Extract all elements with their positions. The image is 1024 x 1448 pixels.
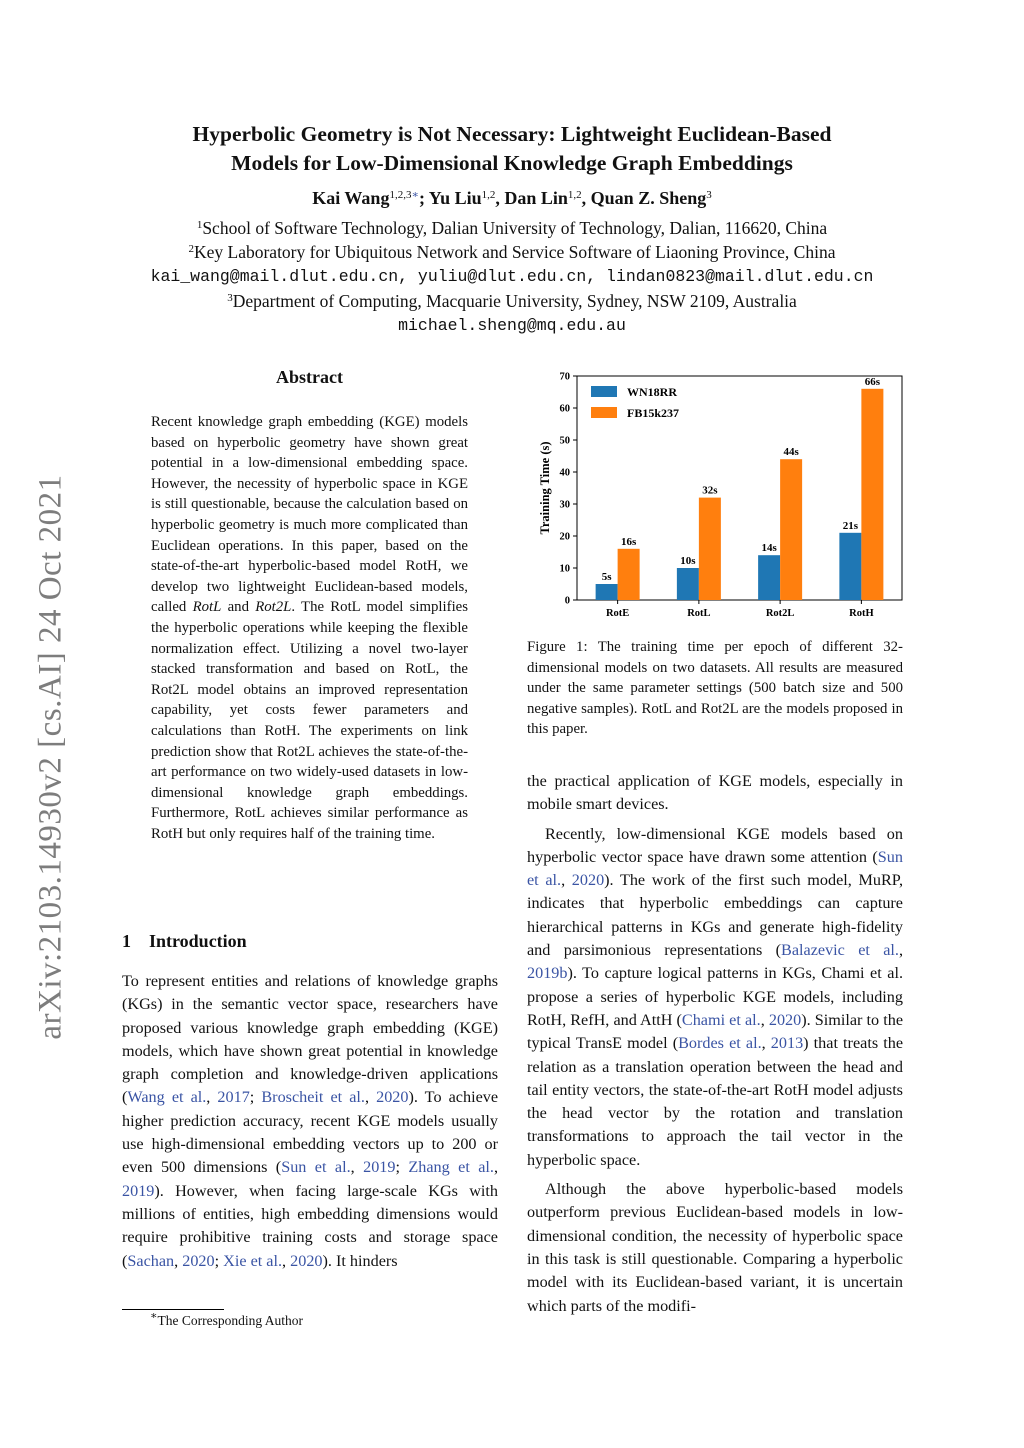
- footnote-mark: ∗: [150, 1310, 158, 1322]
- footnote-text: The Corresponding Author: [157, 1313, 303, 1328]
- abstract-heading: Abstract: [276, 367, 343, 387]
- title-line-1: Hyperbolic Geometry is Not Necessary: Lightweight Euclidean-Based: [192, 122, 832, 146]
- body-text: ). To achieve higher prediction accuracy, recent KGE models usually use high-dimensional embedding vectors up to 200 or even 500 dimensions (: [122, 1088, 499, 1177]
- paragraph: [122, 970, 498, 1273]
- title-line-2: Models for Low-Dimensional Knowledge Graph Embeddings: [231, 151, 793, 175]
- author-sup: 3: [706, 189, 712, 201]
- model-name: Rot2L: [255, 599, 292, 616]
- y-axis-label: Training Time (s): [538, 441, 552, 535]
- y-tick-label: 40: [559, 467, 570, 479]
- body-text: ). It hinders: [322, 1251, 398, 1270]
- x-tick-label: RotL: [687, 608, 711, 619]
- citation-link[interactable]: 2020: [571, 871, 605, 890]
- legend-label: FB15k237: [627, 406, 680, 420]
- author-sup: 1,2: [481, 189, 496, 201]
- model-name: RotL: [192, 599, 222, 616]
- figure-caption: Figure 1: The training time per epoch of different 32-dimensional models on two datasets. All results are measured under the same parameter settings (500 batch size and 500 negative samples). RotL and Rot2L are the models proposed in this paper.: [527, 639, 903, 738]
- aff-sup: 3: [227, 292, 233, 304]
- author-sup: 1,2,3: [389, 189, 412, 201]
- section-number: 1: [122, 931, 131, 951]
- body-text: ;: [214, 1251, 224, 1270]
- y-tick-label: 10: [559, 563, 570, 575]
- body-text: ,: [898, 941, 903, 960]
- body-text: ,: [493, 1158, 499, 1177]
- citation-link[interactable]: 2020: [376, 1088, 409, 1107]
- abstract-text: . The RotL model simplifies the hyperbolic operations while keeping the flexible normalization effect. Utilizing a novel two-layer stacked transformation and based on RotL, the Rot2L model obtains an improved representation capability, yet costs fewer parameters and calculations than RotH. The experiments on link prediction show that Rot2L achieves the state-of-the-art performance on two widely-used datasets in low-dimensional knowledge graph embeddings. Furthermore, RotL achieves similar performance as RotH but only requires half of the training time.: [151, 599, 469, 842]
- citation-link[interactable]: Chami et al.: [681, 1010, 761, 1029]
- citation-link[interactable]: Wang et al.: [127, 1088, 207, 1107]
- citation-link[interactable]: Balazevic et al.: [781, 941, 899, 960]
- author-sep: ,: [581, 188, 591, 208]
- body-text: ). Similar to the typical TransE model (: [527, 1010, 904, 1053]
- body-text: ). To capture logical patterns in KGs, Chami et al. propose a series of hyperbolic KGE models, including RotH, RefH, and AttH (: [527, 964, 903, 1029]
- body-text: ,: [364, 1088, 377, 1107]
- author-star[interactable]: ∗: [411, 189, 419, 201]
- section-title: Introduction: [149, 931, 247, 951]
- citation-link[interactable]: 2019: [122, 1181, 155, 1200]
- bar-value-label: 44s: [783, 446, 799, 459]
- body-text: ,: [760, 1010, 769, 1029]
- paragraph: [527, 823, 903, 1172]
- intro-left-column: [122, 970, 498, 1279]
- email-list-2: michael.sheng@mq.edu.au: [398, 316, 626, 335]
- aff-sup: 2: [188, 243, 194, 255]
- body-text: ). The work of the first such model, MuRP, indicates that hyperbolic embeddings can capture hierarchical patterns in KGs and generate high-fidelity and parsimonious representations (: [527, 871, 904, 960]
- abstract-text: Recent knowledge graph embedding (KGE) models based on hyperbolic geometry have shown great potential in a low-dimensional embedding space. However, the necessity of hyperbolic space in KGE is still questionable, because the calculation based on hyperbolic geometry is much more complicated than Euclidean operations. In this paper, based on the state-of-the-art hyperbolic-based model RotH, we develop two lightweight Euclidean-based models, called: [151, 414, 468, 616]
- legend-label: WN18RR: [627, 385, 677, 399]
- citation-link[interactable]: 2017: [217, 1088, 250, 1107]
- footnote-rule: [122, 1309, 224, 1310]
- bar-wn18rr: [677, 568, 699, 600]
- aff-text: Key Laboratory for Ubiquitous Network and Service Software of Liaoning Province, China: [193, 242, 836, 262]
- body-text: ;: [249, 1088, 262, 1107]
- bar-value-label: 10s: [680, 555, 696, 567]
- body-text: ,: [350, 1158, 364, 1177]
- bar-value-label: 21s: [842, 519, 859, 532]
- citation-link[interactable]: 2019b: [527, 964, 568, 983]
- paragraph: Although the above hyperbolic-based models outperform previous Euclidean-based models in low-dimensional condition, the necessity of hyperbolic space in this task is still questionable. Comparing a hyperbolic model with its Euclidean-based variant, it is uncertain which parts of the modifi-: [527, 1180, 903, 1315]
- y-tick-label: 0: [564, 595, 570, 607]
- author-name: Dan Lin: [504, 188, 568, 208]
- body-text: ) that treats the relation as a translation operation between the head and tail entity vectors, the state-of-the-art RotH model adjusts the head vector by the rotation and translation transformations to approach the tail vector in the hyperbolic space.: [527, 1034, 903, 1169]
- aff-text: Department of Computing, Macquarie University, Sydney, NSW 2109, Australia: [232, 291, 797, 311]
- arxiv-stamp: [30, 462, 72, 1052]
- x-tick-label: RotE: [605, 608, 630, 619]
- bar-value-label: 14s: [761, 542, 777, 555]
- bar-fb15k237: [861, 389, 883, 600]
- bar-fb15k237: [618, 549, 640, 600]
- author-sep: ;: [418, 188, 429, 208]
- training-time-chart: [527, 362, 907, 624]
- bar-wn18rr: [596, 584, 618, 600]
- citation-link[interactable]: 2020: [768, 1010, 802, 1029]
- y-tick-label: 20: [559, 531, 570, 543]
- body-text: ,: [282, 1251, 291, 1270]
- y-tick-label: 30: [559, 499, 570, 511]
- aff-sup: 1: [196, 219, 203, 231]
- body-text: Recently, low-dimensional KGE models based on hyperbolic vector space have drawn some attention (: [527, 824, 903, 866]
- legend-swatch: [591, 407, 617, 418]
- bar-value-label: 32s: [702, 484, 718, 497]
- legend-swatch: [591, 386, 617, 397]
- citation-link[interactable]: 2020: [290, 1251, 323, 1270]
- citation-link[interactable]: 2020: [182, 1251, 215, 1270]
- bar-fb15k237: [780, 459, 802, 600]
- citation-link[interactable]: Zhang et al.: [408, 1158, 494, 1177]
- body-text: ;: [395, 1158, 409, 1177]
- author-list: [100, 188, 924, 209]
- author-sep: ,: [495, 188, 505, 208]
- y-tick-label: 70: [559, 371, 570, 383]
- body-text: ,: [761, 1034, 771, 1053]
- footnote: [150, 1310, 303, 1329]
- bar-fb15k237: [699, 498, 721, 600]
- citation-link[interactable]: Sun et al.: [527, 847, 903, 890]
- section-heading: [122, 931, 247, 952]
- y-tick-label: 60: [559, 403, 570, 415]
- citation-link[interactable]: Xie et al.: [223, 1251, 283, 1270]
- citation-link[interactable]: Bordes et al.: [678, 1034, 762, 1053]
- arxiv-id: arXiv:2103.14930v2 [cs.AI] 24 Oct 2021: [32, 474, 69, 1040]
- citation-link[interactable]: Sachan: [127, 1251, 175, 1270]
- bar-wn18rr: [839, 533, 861, 600]
- intro-right-column: [527, 770, 903, 1324]
- citation-link[interactable]: Broscheit et al.: [261, 1088, 365, 1107]
- author-name: Quan Z. Sheng: [590, 188, 707, 208]
- citation-link[interactable]: 2013: [770, 1034, 804, 1053]
- bar-value-label: 16s: [620, 535, 637, 548]
- bar-wn18rr: [758, 555, 780, 600]
- affiliation-3: [60, 289, 964, 313]
- abstract-body: [151, 412, 468, 844]
- y-tick-label: 50: [559, 435, 570, 447]
- bar-value-label: 5s: [601, 571, 612, 583]
- body-text: ,: [561, 871, 572, 890]
- paper-title: [100, 120, 924, 178]
- author-sup: 1,2: [567, 189, 582, 201]
- bar-value-label: 66s: [864, 375, 881, 388]
- abstract-text: and: [221, 599, 256, 616]
- body-text: ). However, when facing large-scale KGs with millions of entities, high embedding dimensions would require prohibitive training costs and storage space (: [122, 1181, 498, 1270]
- author-name: Yu Liu: [428, 188, 482, 208]
- aff-text: School of Software Technology, Dalian University of Technology, Dalian, 116620, China: [202, 218, 828, 238]
- paragraph: the practical application of KGE models, especially in mobile smart devices.: [527, 772, 903, 814]
- citation-link[interactable]: 2019: [363, 1158, 396, 1177]
- x-tick-label: RotH: [849, 608, 874, 619]
- email-list-1: kai_wang@mail.dlut.edu.cn, yuliu@dlut.edu.cn, lindan0823@mail.dlut.edu.cn: [150, 267, 874, 286]
- body-text: ,: [174, 1251, 183, 1270]
- body-text: To represent entities and relations of knowledge graphs (KGs) in the semantic vector space, researchers have proposed various knowledge graph embedding (KGE) models, which have shown great potential in knowledge graph completion and knowledge-driven applications (: [122, 972, 498, 1107]
- body-text: ,: [206, 1088, 218, 1107]
- affiliation-2: [60, 240, 964, 264]
- affiliation-1: [60, 216, 964, 240]
- author-name: Kai Wang: [312, 188, 390, 208]
- citation-link[interactable]: Sun et al.: [281, 1158, 351, 1177]
- x-tick-label: Rot2L: [765, 608, 795, 619]
